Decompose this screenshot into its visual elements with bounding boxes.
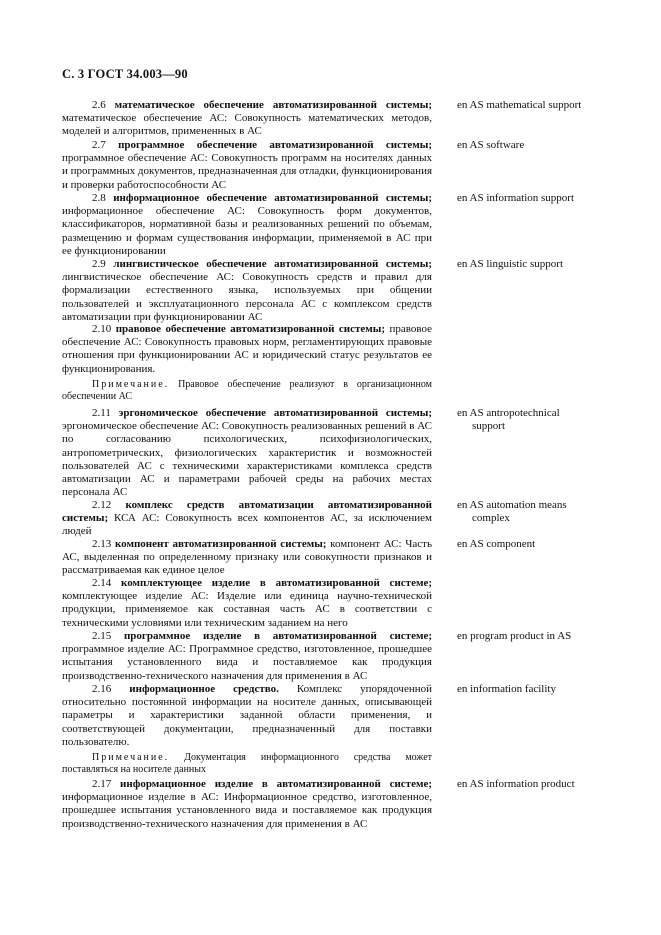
- entry-term: программное изделие в автоматизированной системе;: [123, 630, 433, 642]
- entry-term: математическое обеспечение автоматизированной системы;: [114, 99, 433, 111]
- entry-definition: компонент АС: Часть АС, выделенная по определенному признаку или совокупности признаков и рассматриваемая как единое целое: [62, 538, 433, 577]
- english-equivalent: en AS mathematical support: [457, 99, 582, 111]
- note-text: Документация информационного средства может поставляться на носителе данных: [62, 752, 432, 776]
- entry-definition: программное изделие АС: Программное средство, изготовленное, прошедшее испытания установленного вида и поставляемое как продукция производственно-технического назначения для применения в АС: [62, 643, 432, 682]
- english-equivalent: en AS software: [457, 139, 525, 151]
- entry-term: информационное обеспечение автоматизированной системы;: [113, 192, 432, 204]
- note: [62, 379, 432, 403]
- entry-number: 2.8: [92, 192, 106, 204]
- english-equivalent: en AS information product: [457, 778, 575, 790]
- entry-number: 2.12: [92, 499, 112, 511]
- entry-number: 2.13: [92, 538, 112, 550]
- entry-definition: информационное обеспечение АС: Совокупность форм документов, классификаторов, нормативной базы и реализованных решений по объемам, размещению и формам существования информации, применяемой в АС при ее функционировании: [62, 205, 432, 257]
- term-entry: [62, 323, 432, 376]
- term-entry: [62, 778, 432, 831]
- entry-number: 2.10: [92, 323, 112, 335]
- english-equivalent: en information facility: [457, 683, 556, 695]
- page-header: С. 3 ГОСТ 34.003—90: [62, 67, 188, 81]
- entry-definition: лингвистическое обеспечение АС: Совокупность средств и правил для формализации естественного языка, используемых при общении пользователей и эксплуатационного персонала АС с комплексом средств автоматизации при функционировании АС: [62, 271, 432, 323]
- term-entry: [62, 577, 432, 630]
- term-entry: [62, 630, 432, 683]
- note: [62, 752, 432, 776]
- entry-definition: эргономическое обеспечение АС: Совокупность реализованных решений в АС по согласованию психологических, психофизиологических, антропометрических, физиологических характеристик и возможностей пользователей АС с техническими характеристиками комплекса средств автоматизации АС и параметрами рабочей среды на рабочих местах персонала АС: [62, 420, 432, 499]
- entry-number: 2.6: [92, 99, 106, 111]
- term-entry: [62, 538, 432, 578]
- english-equivalent: en AS linguistic support: [457, 258, 564, 270]
- entry-term: компонент автоматизированной системы;: [114, 538, 327, 550]
- entry-number: 2.17: [92, 778, 112, 790]
- entry-term: эргономическое обеспечение автоматизированной системы;: [118, 407, 432, 419]
- term-entry: [62, 192, 432, 258]
- entry-term: комплекс средств автоматизации автоматизированной системы;: [62, 499, 432, 525]
- english-equivalent: en AS component: [457, 538, 536, 550]
- entry-number: 2.9: [92, 258, 106, 270]
- english-equivalent: en AS automation means complex: [457, 499, 567, 525]
- term-entry: [62, 499, 432, 539]
- entry-definition: комплектующее изделие АС: Изделие или единица научно-технической продукции, применяемое как составная часть АС в соответствии с техническими условиями или техническим заданием на него: [62, 590, 432, 629]
- entry-term: лингвистическое обеспечение автоматизированной системы;: [113, 258, 433, 270]
- english-equivalent: en program product in AS: [457, 630, 572, 642]
- entry-number: 2.15: [92, 630, 112, 642]
- entry-number: 2.7: [92, 139, 106, 151]
- entry-definition: информационное изделие в АС: Информационное средство, изготовленное, прошедшее испытания установленного вида и поставляемое как продукция производственно-технического назначения для применения в АС: [62, 791, 432, 830]
- entry-definition: правовое обеспечение АС: Совокупность правовых норм, регламентирующих правовые отношения при функционировании АС и юридический статус результатов ее функционирования.: [62, 323, 433, 375]
- entry-number: 2.11: [92, 407, 111, 419]
- entry-term: комплектующее изделие в автоматизированной системе;: [121, 577, 432, 589]
- term-entry: [62, 99, 432, 139]
- entry-definition: математическое обеспечение АС: Совокупность математических методов, моделей и алгоритмов, примененных в АС: [62, 112, 432, 138]
- entry-number: 2.14: [92, 577, 112, 589]
- entry-definition: программное обеспечение АС: Совокупность программ на носителях данных и программных документов, предназначенная для отладки, функционирования и проверки работоспособности АС: [62, 152, 433, 191]
- entry-definition: Комплекс упорядоченной относительно постоянной информации на носителе данных, описывающей параметры и характеристики заданной области применения, и соответствующей документации, предназначенный для поставки пользователю.: [62, 683, 432, 748]
- note-label: Примечание.: [92, 379, 170, 390]
- note-label: Примечание.: [92, 752, 170, 763]
- entry-term: правовое обеспечение автоматизированной системы;: [115, 323, 386, 335]
- entry-number: 2.16: [92, 683, 112, 695]
- term-entry: [62, 139, 432, 192]
- note-text: Правовое обеспечение реализуют в организационном обеспечении АС: [62, 379, 432, 403]
- english-equivalent: en AS information support: [457, 192, 575, 204]
- term-entry: [62, 258, 432, 324]
- entry-term: информационное средство.: [129, 683, 279, 695]
- entry-definition: КСА АС: Совокупность всех компонентов АС, за исключением людей: [62, 512, 433, 538]
- entry-term: информационное изделие в автоматизированной системе;: [120, 778, 432, 790]
- entry-term: программное обеспечение автоматизированной системы;: [118, 139, 432, 151]
- term-entry: [62, 683, 432, 749]
- english-equivalent: en AS antropotechnical support: [457, 407, 560, 433]
- term-entry: [62, 407, 432, 499]
